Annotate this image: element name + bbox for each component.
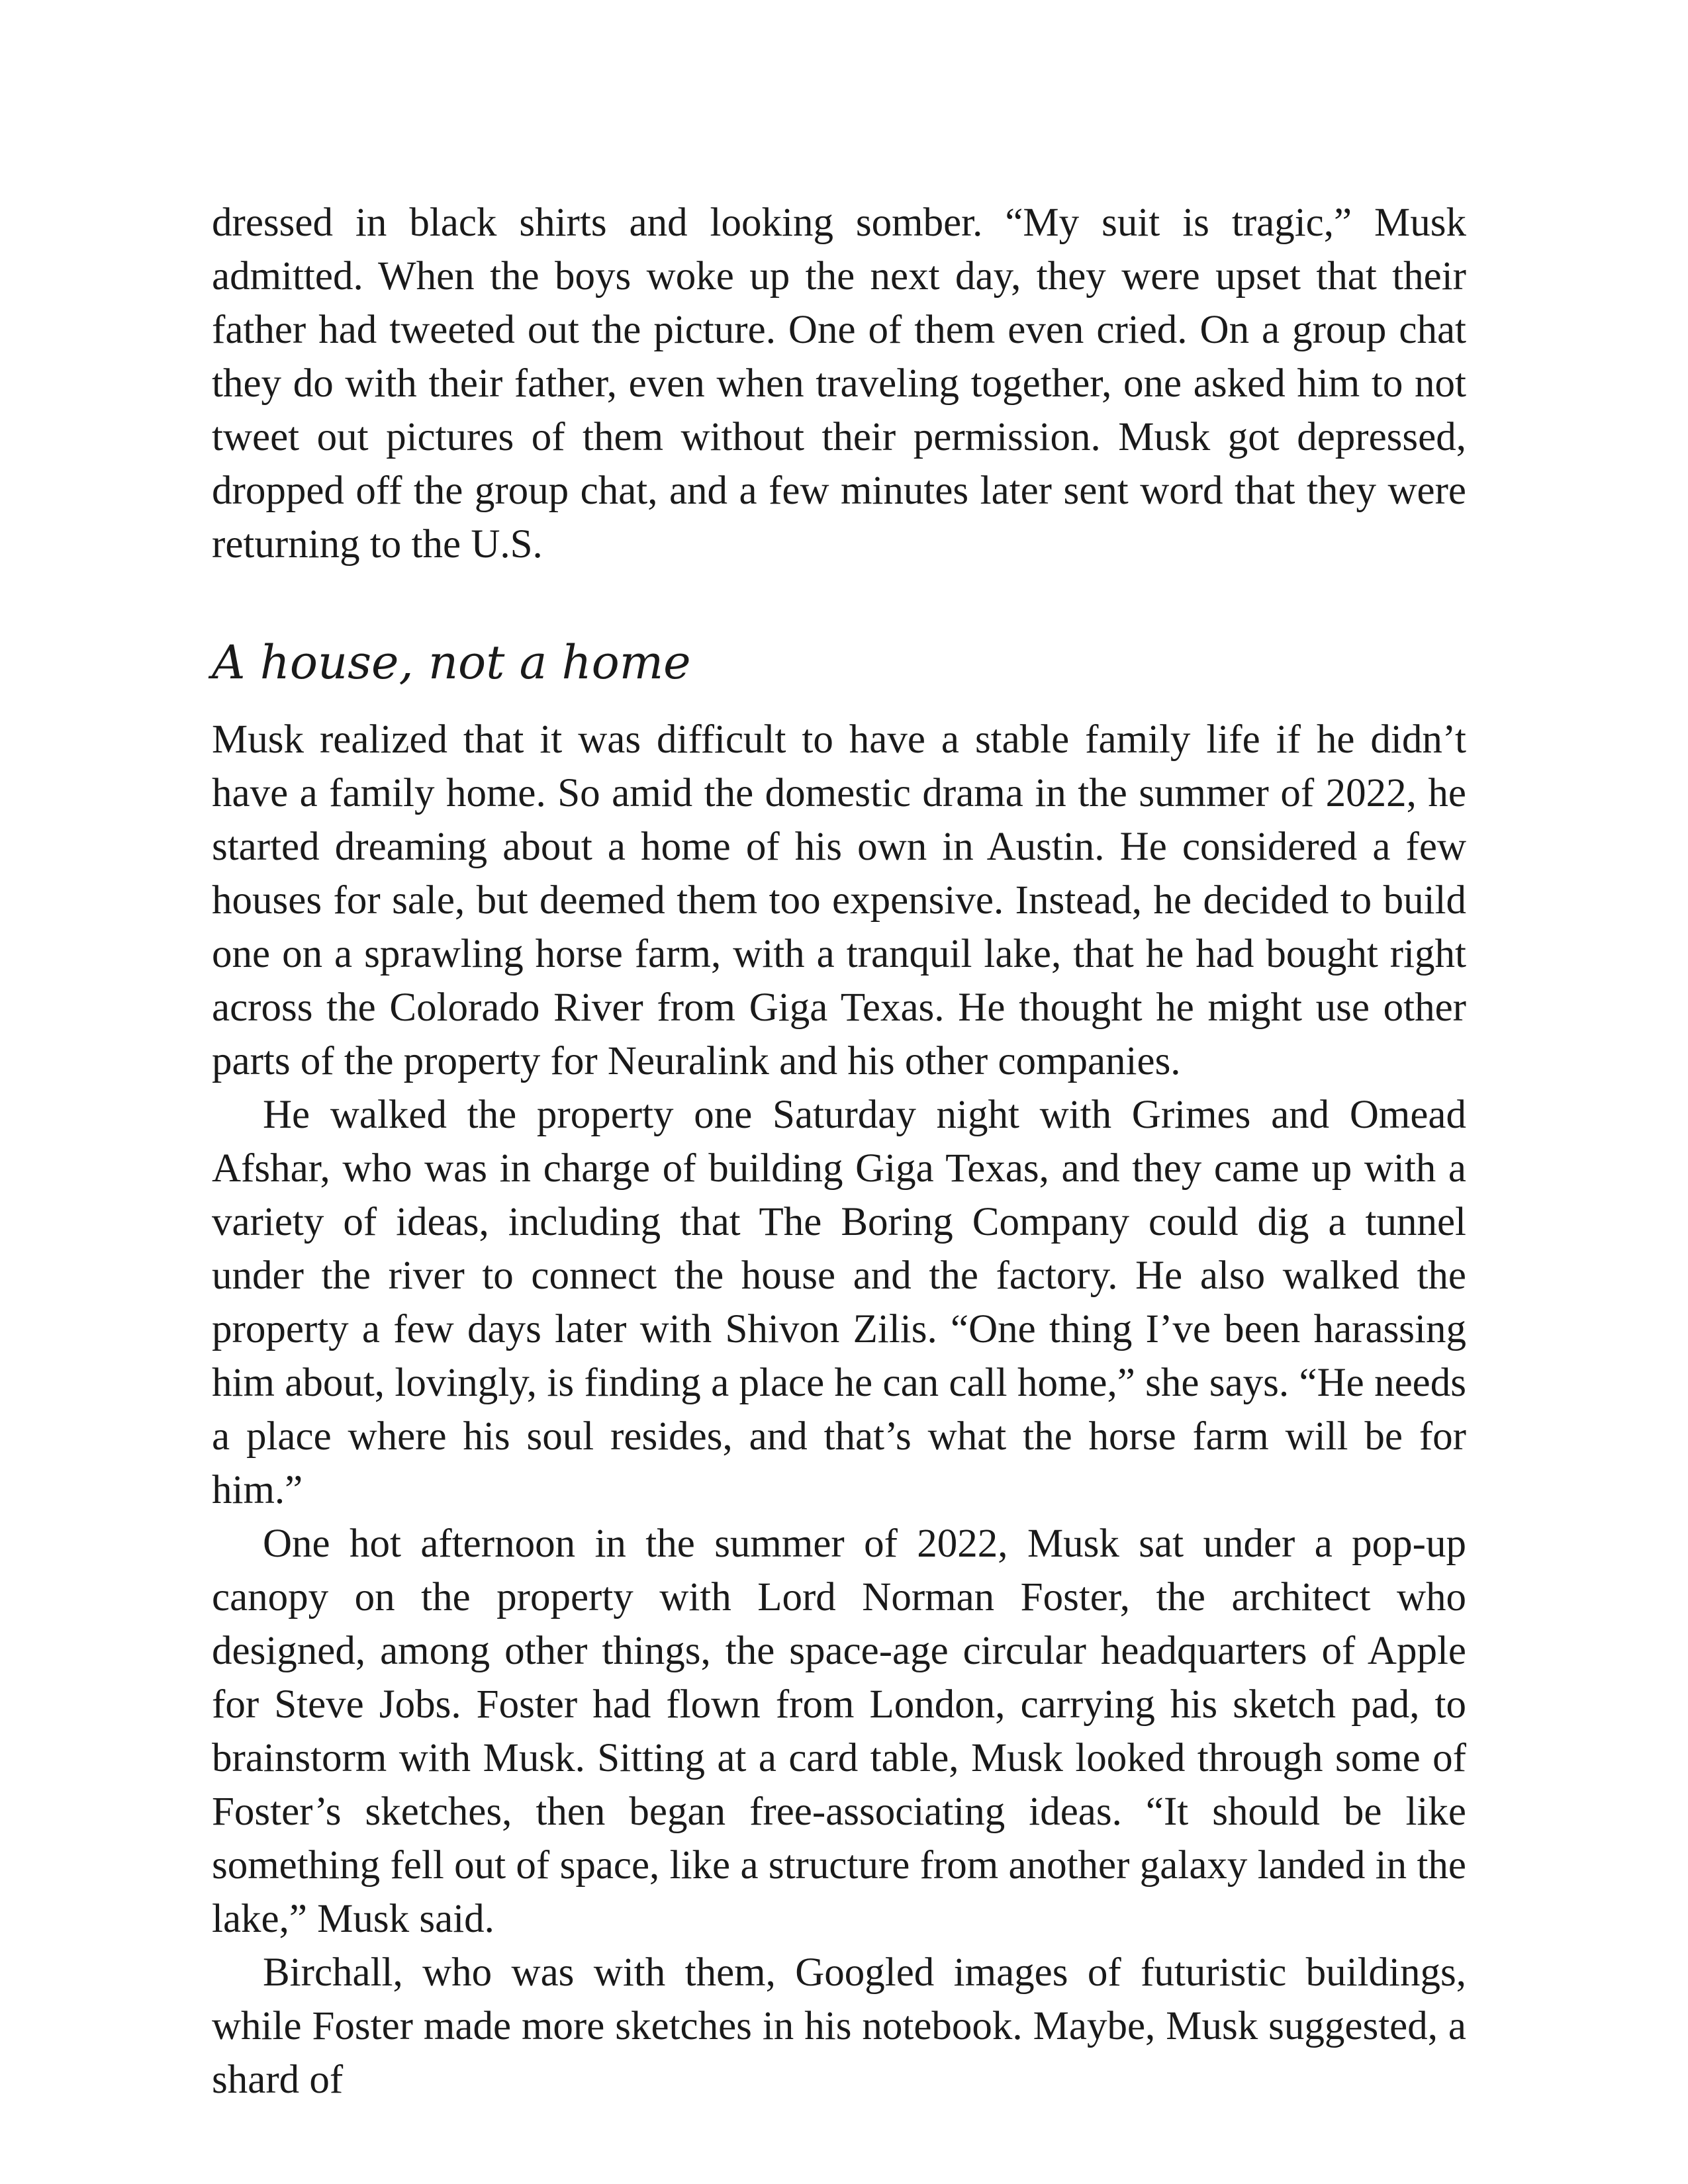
text-column (212, 196, 1466, 2107)
paragraph-continued: dressed in black shirts and looking somber. “My suit is tragic,” Musk admitted. When the boys woke up the next day, they were upset that their father had tweeted out the picture. One of them even cried. On a group chat they do with their father, even when traveling together, one asked him to not tweet out pictures of them without their permission. Musk got depressed, dropped off the group chat, and a few minutes later sent word that they were returning to the U.S. (212, 201, 1466, 567)
paragraph: He walked the property one Saturday night with Grimes and Omead Afshar, who was in charge of building Giga Texas, and they came up with a variety of ideas, including that The Boring Company could dig a tunnel under the river to connect the house and the factory. He also walked the property a few days later with Shivon Zilis. “One thing I’ve been harassing him about, lovingly, is finding a place he can call home,” she says. “He needs a place where his soul resides, and that’s what the horse farm will be for him.” (212, 1093, 1466, 1512)
paragraph: One hot afternoon in the summer of 2022, Musk sat under a pop-up canopy on the property with Lord Norman Foster, the architect who designed, among other things, the space-age circular headquarters of Apple for Steve Jobs. Foster had flown from London, carrying his sketch pad, to brainstorm with Musk. Sitting at a card table, Musk looked through some of Foster’s sketches, then began free-associating ideas. “It should be like something fell out of space, like a structure from another galaxy landed in the lake,” Musk said. (212, 1522, 1466, 1941)
paragraph-first: Musk realized that it was difficult to have a stable family life if he didn’t have a family home. So amid the domestic drama in the summer of 2022, he started dreaming about a home of his own in Austin. He considered a few houses for sale, but deemed them too expensive. Instead, he decided to build one on a sprawling horse farm, with a tranquil lake, that he had bought right across the Colorado River from Giga Texas. He thought he might use other parts of the property for Neuralink and his other companies. (212, 717, 1466, 1083)
paragraph-last: Birchall, who was with them, Googled images of futuristic buildings, while Foster made more sketches in his notebook. Maybe, Musk suggested, a shard of (212, 1950, 1466, 2102)
section-heading: A house, not a home (212, 635, 691, 690)
